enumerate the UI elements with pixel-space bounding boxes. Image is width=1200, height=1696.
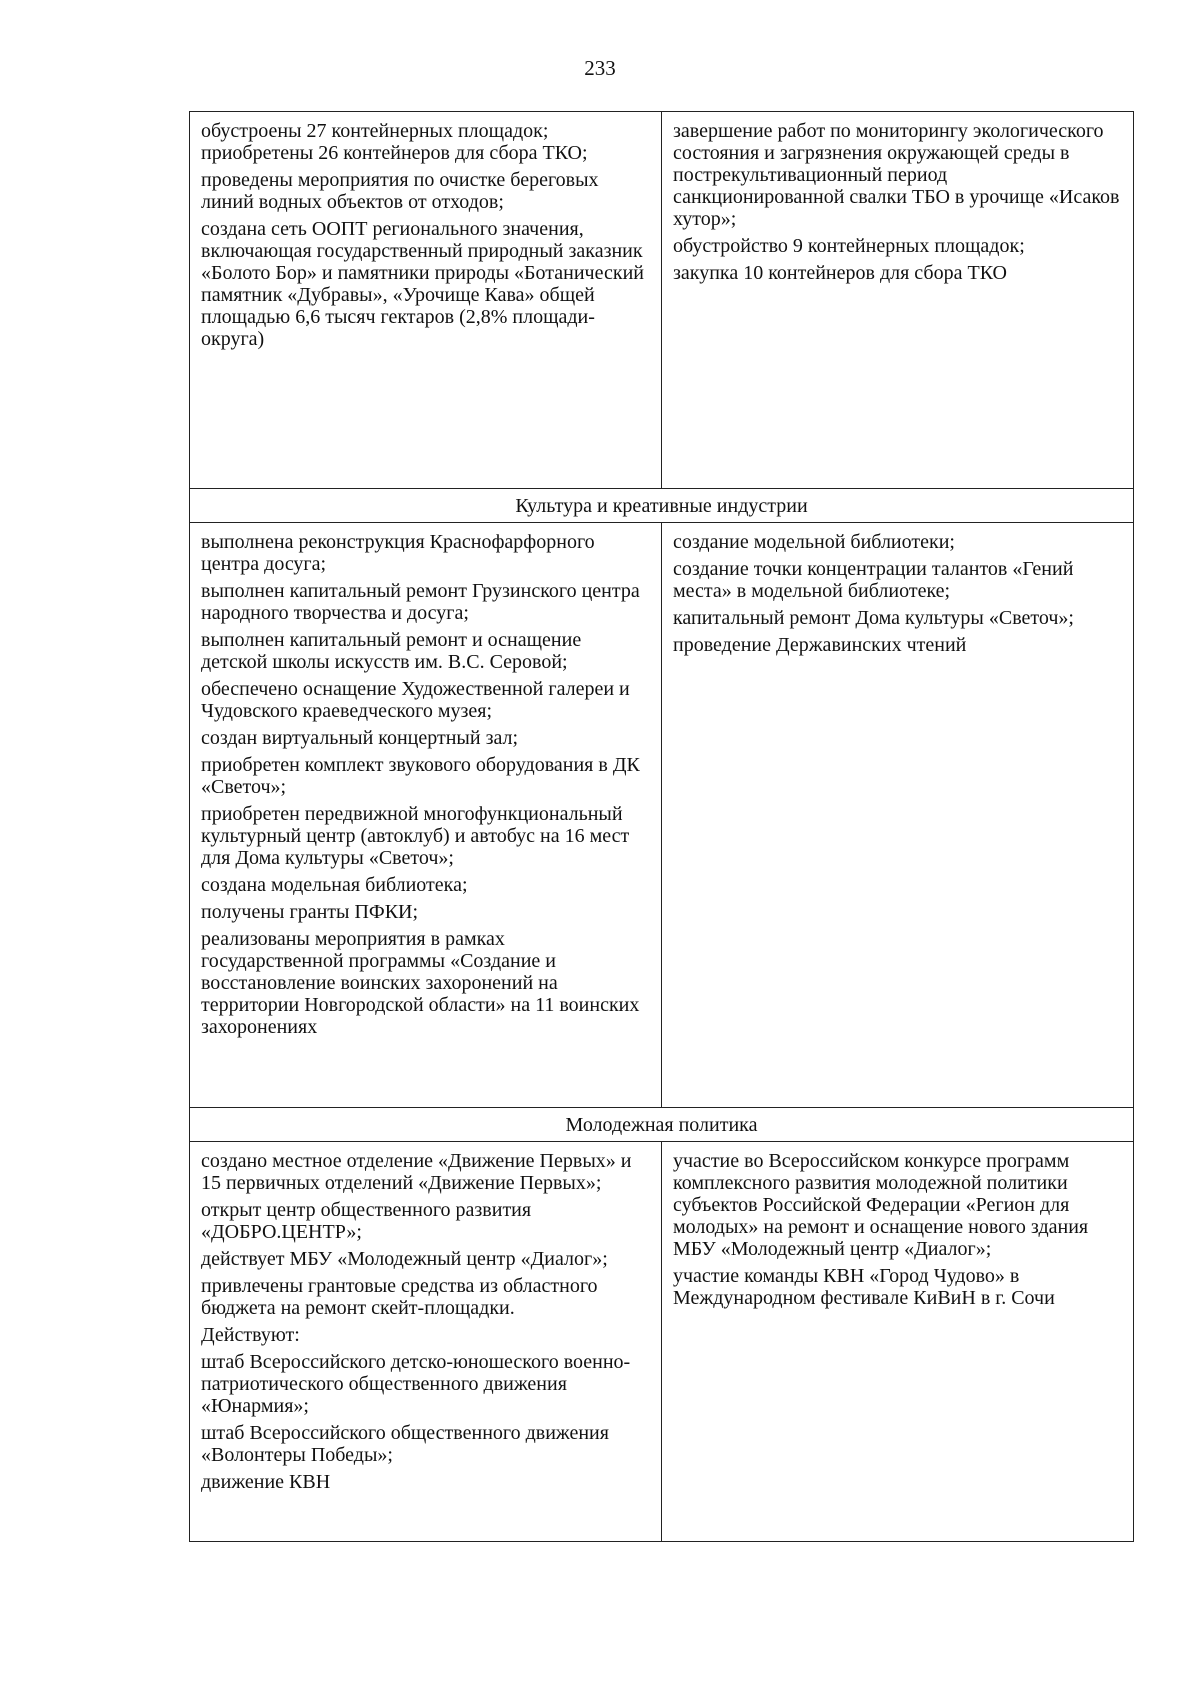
list-item: участие во Всероссийском конкурсе программ комплексного развития молодежной политики субъектов Российской Федерации «Регион для молодых» на ремонт и оснащение нового здания МБУ «Молодежный центр «Диалог»; [673, 1150, 1089, 1260]
list-item: получены гранты ПФКИ; [201, 901, 419, 923]
plans-cell [662, 1142, 1134, 1542]
list-item: выполнен капитальный ремонт Грузинского центра народного творчества и досуга; [201, 580, 640, 624]
section-title-culture: Культура и креативные индустрии [190, 489, 1134, 523]
list-item: проведены мероприятия по очистке береговых линий водных объектов от отходов; [201, 169, 599, 213]
list-item: создана сеть ООПТ регионального значения, включающая государственный природный заказник «Болото Бор» и памятники природы «Ботанический памятник «Дубравы», «Урочище Кава» общей площадью 6,6 тысяч гектаров (2,8% площади-округа) [201, 218, 644, 350]
list-item: капитальный ремонт Дома культуры «Светоч»; [673, 607, 1074, 629]
list-item: создание точки концентрации талантов «Гений места» в модельной библиотеке; [673, 558, 1074, 602]
achievements-cell [190, 1142, 662, 1542]
list-item: обустройство 9 контейнерных площадок; [673, 235, 1025, 257]
list-item: обеспечено оснащение Художественной галереи и Чудовского краеведческого музея; [201, 678, 630, 722]
list-item: обустроены 27 контейнерных площадок; приобретены 26 контейнеров для сбора ТКО; [201, 120, 588, 164]
achievements-cell [190, 112, 662, 489]
achievements-cell [190, 523, 662, 1108]
list-item: штаб Всероссийского общественного движения «Волонтеры Победы»; [201, 1422, 609, 1466]
list-item: привлечены грантовые средства из областного бюджета на ремонт скейт-площадки. [201, 1275, 598, 1319]
list-item: реализованы мероприятия в рамках государственной программы «Создание и восстановление воинских захоронений на территории Новгородской области» на 11 воинских захоронениях [201, 928, 640, 1038]
list-item: проведение Державинских чтений [673, 634, 967, 656]
list-item: закупка 10 контейнеров для сбора ТКО [673, 262, 1007, 284]
plans-cell [662, 112, 1134, 489]
section-title-youth: Молодежная политика [190, 1108, 1134, 1142]
list-item: выполнен капитальный ремонт и оснащение детской школы искусств им. В.С. Серовой; [201, 629, 582, 673]
list-item: создана модельная библиотека; [201, 874, 468, 896]
list-item: приобретен передвижной многофункциональный культурный центр (автоклуб) и автобус на 16 мест для Дома культуры «Светоч»; [201, 803, 630, 869]
table-row [190, 112, 1134, 489]
list-item: действует МБУ «Молодежный центр «Диалог»; [201, 1248, 608, 1270]
table-row [190, 523, 1134, 1108]
plans-cell [662, 523, 1134, 1108]
table-row [190, 1142, 1134, 1542]
list-item: штаб Всероссийского детско-юношеского военно-патриотического общественного движения «Юнармия»; [201, 1351, 631, 1417]
page-number: 233 [584, 56, 616, 80]
list-item: создание модельной библиотеки; [673, 531, 955, 553]
list-item: движение КВН [201, 1471, 331, 1493]
measures-table [189, 111, 1134, 1542]
section-header-row [190, 1108, 1134, 1142]
list-item: выполнена реконструкция Краснофарфорного центра досуга; [201, 531, 595, 575]
list-item: создано местное отделение «Движение Первых» и 15 первичных отделений «Движение Первых»; [201, 1150, 632, 1194]
section-header-row [190, 489, 1134, 523]
list-item: создан виртуальный концертный зал; [201, 727, 519, 749]
list-item: Действуют: [201, 1324, 300, 1346]
list-item: участие команды КВН «Город Чудово» в Международном фестивале КиВиН в г. Сочи [673, 1265, 1055, 1309]
list-item: открыт центр общественного развития «ДОБРО.ЦЕНТР»; [201, 1199, 532, 1243]
list-item: завершение работ по мониторингу экологического состояния и загрязнения окружающей среды в пострекультивационный период санкционированной свалки ТБО в урочище «Исаков хутор»; [673, 120, 1120, 230]
list-item: приобретен комплект звукового оборудования в ДК «Светоч»; [201, 754, 640, 798]
